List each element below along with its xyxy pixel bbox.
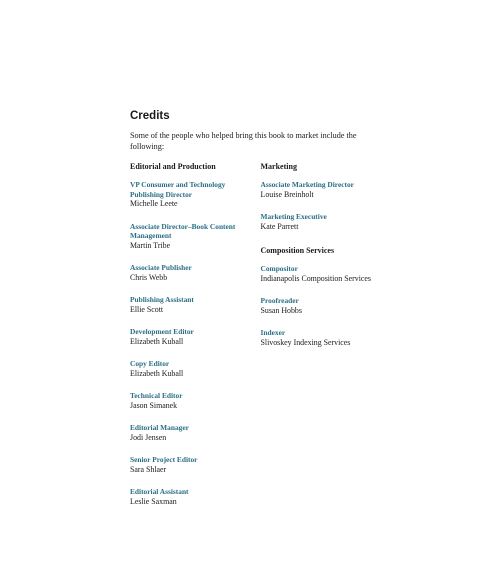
section-heading-marketing: Marketing bbox=[260, 162, 297, 171]
left-column bbox=[130, 161, 261, 519]
credit-name: Louise Breinholt bbox=[260, 189, 314, 199]
credit-role: Technical Editor bbox=[130, 391, 183, 400]
credit-role: Copy Editor bbox=[130, 359, 170, 368]
credit-entry bbox=[130, 359, 261, 379]
credit-role: Proofreader bbox=[260, 296, 299, 305]
credit-role: Development Editor bbox=[130, 327, 194, 336]
credit-entry bbox=[261, 328, 391, 348]
right-column bbox=[261, 161, 391, 519]
credit-name: Jodi Jensen bbox=[130, 432, 167, 442]
credit-name: Kate Parrett bbox=[260, 221, 299, 231]
credit-name: Chris Webb bbox=[130, 272, 168, 282]
credit-entry bbox=[261, 264, 391, 284]
credit-role: Marketing Executive bbox=[260, 212, 327, 221]
intro-text: Some of the people who helped bring this book to market include the following: bbox=[130, 131, 357, 151]
credit-role: Indexer bbox=[260, 328, 286, 337]
credits-columns bbox=[130, 161, 390, 519]
credit-role: Compositor bbox=[260, 264, 298, 273]
credit-role: Associate Marketing Director bbox=[260, 180, 354, 189]
credit-entry bbox=[261, 180, 391, 200]
credit-name: Sara Shlaer bbox=[130, 464, 167, 474]
credit-entry bbox=[130, 295, 261, 315]
credit-name: Martin Tribe bbox=[130, 240, 171, 250]
credit-role: VP Consumer and Technology Publishing Director bbox=[130, 180, 226, 199]
credit-entry bbox=[130, 327, 261, 347]
credit-name: Indianapolis Composition Services bbox=[260, 273, 371, 283]
section-heading-composition: Composition Services bbox=[260, 246, 335, 255]
credit-entry bbox=[130, 423, 261, 443]
page-title: Credits bbox=[130, 110, 170, 122]
section-heading-editorial: Editorial and Production bbox=[130, 162, 216, 171]
credit-entry bbox=[130, 455, 261, 475]
credit-name: Susan Hobbs bbox=[260, 305, 302, 315]
credit-name: Slivoskey Indexing Services bbox=[260, 337, 351, 347]
credit-role: Editorial Assistant bbox=[130, 487, 189, 496]
credit-entry bbox=[130, 487, 261, 507]
credits-page bbox=[130, 109, 390, 519]
credit-entry bbox=[261, 296, 391, 316]
credit-entry bbox=[130, 263, 261, 283]
credit-entry bbox=[261, 212, 391, 232]
credit-role: Associate Publisher bbox=[130, 263, 192, 272]
credit-role: Associate Director–Book Content Management bbox=[130, 221, 236, 240]
credit-name: Elizabeth Kuball bbox=[130, 336, 184, 346]
credit-role: Publishing Assistant bbox=[130, 295, 194, 304]
credit-entry bbox=[130, 391, 261, 411]
credit-name: Leslie Saxman bbox=[130, 496, 177, 506]
credit-entry bbox=[130, 222, 261, 252]
credit-entry bbox=[130, 180, 261, 210]
credit-name: Elizabeth Kuball bbox=[130, 368, 184, 378]
credit-role: Editorial Manager bbox=[130, 423, 189, 432]
credit-name: Jason Simanek bbox=[130, 400, 178, 410]
credit-name: Michelle Leete bbox=[130, 199, 178, 208]
credit-name: Ellie Scott bbox=[130, 304, 164, 314]
credit-role: Senior Project Editor bbox=[130, 455, 198, 464]
